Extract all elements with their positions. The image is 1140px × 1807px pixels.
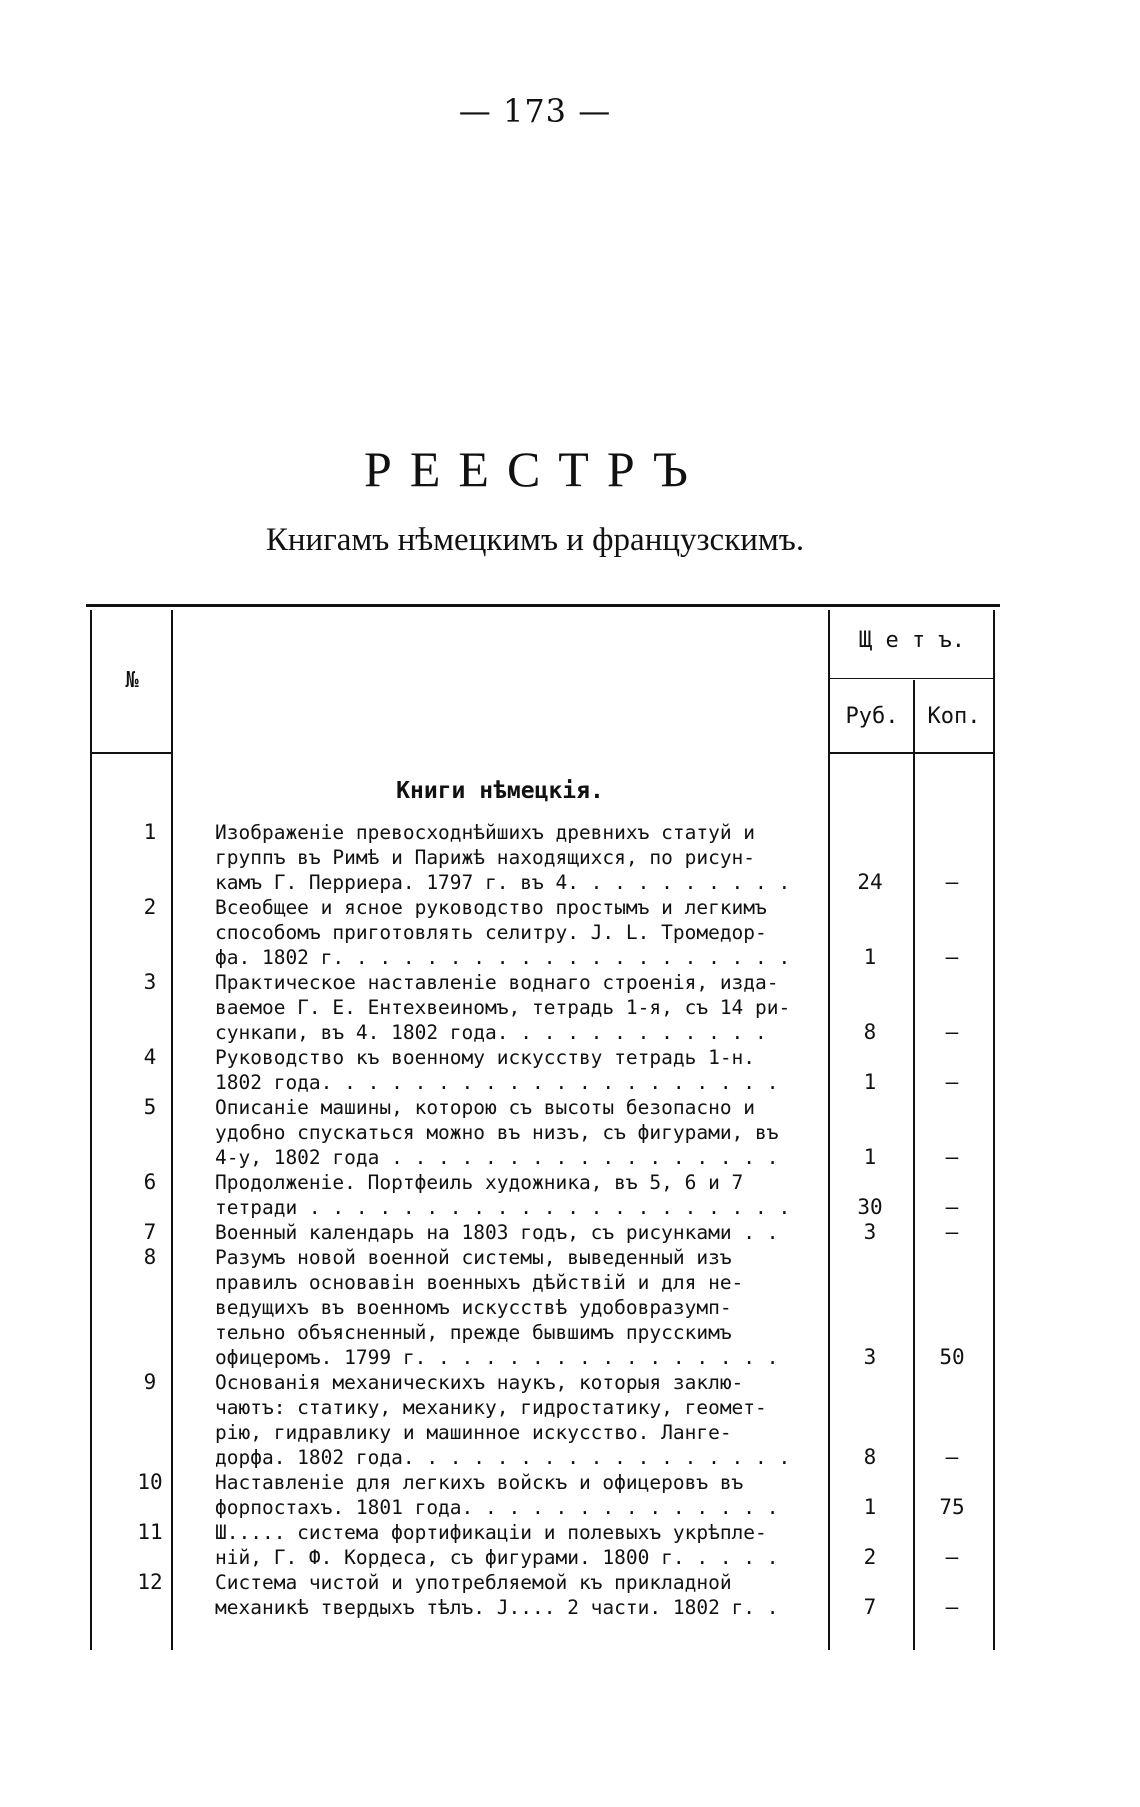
entry-price-kop: — bbox=[945, 1595, 959, 1619]
table-row bbox=[0, 1045, 1140, 1095]
entry-price-kop: — bbox=[945, 870, 959, 894]
price-subheader-rule bbox=[829, 752, 994, 754]
entry-description-line: ваемое Г. Е. Ентехвеиномъ, тетрадь 1-я, съ 14 ри- bbox=[215, 996, 791, 1019]
entry-description-line: механикѣ твердыхъ тѣлъ. J.... 2 части. 1802 г. . bbox=[215, 1596, 779, 1619]
entry-price-rub: 7 bbox=[863, 1595, 877, 1619]
entry-price-rub: 30 bbox=[857, 1195, 883, 1219]
table-row bbox=[0, 1570, 1140, 1620]
table-row bbox=[0, 1220, 1140, 1245]
entry-price-kop: 75 bbox=[939, 1495, 965, 1519]
entry-number: 2 bbox=[143, 895, 157, 919]
entry-price-rub: 8 bbox=[863, 1445, 877, 1469]
entry-description bbox=[215, 895, 827, 970]
table-row bbox=[0, 1520, 1140, 1570]
page-title: РЕЕСТРЪ bbox=[364, 441, 706, 497]
entry-description bbox=[215, 1245, 827, 1370]
entry-price-kop: 50 bbox=[939, 1345, 965, 1369]
kop-column-header: Коп. bbox=[927, 704, 981, 729]
entry-description-line: тельно объясненный, прежде бывшимъ прусскимъ bbox=[215, 1321, 732, 1344]
table-top-rule bbox=[86, 604, 1000, 607]
entry-description bbox=[215, 1470, 827, 1520]
number-header-rule bbox=[90, 752, 172, 754]
rub-column-header: Руб. bbox=[845, 704, 899, 729]
entry-price-rub: 3 bbox=[863, 1220, 877, 1244]
entry-number: 11 bbox=[137, 1520, 163, 1544]
table-row bbox=[0, 1170, 1140, 1220]
entry-description-line: камъ Г. Перриера. 1797 г. въ 4. . . . . . . . . . bbox=[215, 871, 791, 894]
entry-number: 5 bbox=[143, 1095, 157, 1119]
entry-price-kop: — bbox=[945, 945, 959, 969]
entry-description bbox=[215, 1370, 827, 1470]
entry-description-line: удобно спускаться можно въ низъ, съ фигурами, въ bbox=[215, 1121, 779, 1144]
entry-description-line: способомъ приготовлять селитру. J. L. Тромедор- bbox=[215, 921, 767, 944]
price-column-header: Щ е т ъ. bbox=[859, 628, 965, 653]
page-number: — 173 — bbox=[458, 92, 612, 130]
entry-price-rub: 2 bbox=[863, 1545, 877, 1569]
section-heading: Книги нѣмецкія. bbox=[396, 778, 604, 804]
entry-description bbox=[215, 1095, 827, 1170]
entry-description-line: Продолженіе. Портфеиль художника, въ 5, 6 и 7 bbox=[215, 1171, 744, 1194]
table-row bbox=[0, 1095, 1140, 1170]
entry-number: 10 bbox=[137, 1470, 163, 1494]
entry-description-line: Руководство къ военному искусству тетрадь 1-н. bbox=[215, 1046, 756, 1069]
price-header-rule bbox=[829, 678, 994, 679]
entry-description-line: Изображеніе превосходнѣйшихъ древнихъ статуй и bbox=[215, 821, 756, 844]
entry-price-rub: 1 bbox=[863, 945, 877, 969]
entry-description bbox=[215, 970, 827, 1045]
entry-number: 1 bbox=[143, 820, 157, 844]
entry-number: 6 bbox=[143, 1170, 157, 1194]
entry-description bbox=[215, 1520, 827, 1570]
entry-price-kop: — bbox=[945, 1195, 959, 1219]
table-row bbox=[0, 895, 1140, 970]
entry-description-line: тетради . . . . . . . . . . . . . . . . . . . . . bbox=[215, 1196, 791, 1219]
entry-price-kop: — bbox=[945, 1445, 959, 1469]
entry-description-line: Наставленіе для легкихъ войскъ и офицеровъ въ bbox=[215, 1471, 744, 1494]
entry-description-line: Система чистой и употребляемой къ прикладной bbox=[215, 1571, 732, 1594]
entry-description-line: 1802 года. . . . . . . . . . . . . . . . . . . . bbox=[215, 1071, 779, 1094]
entry-description bbox=[215, 1220, 827, 1245]
entry-number: 9 bbox=[143, 1370, 157, 1394]
table-row bbox=[0, 1245, 1140, 1370]
entry-description bbox=[215, 1170, 827, 1220]
entry-description-line: Всеобщее и ясное руководство простымъ и легкимъ bbox=[215, 896, 767, 919]
table-row bbox=[0, 1470, 1140, 1520]
entry-description-line: группъ въ Римѣ и Парижѣ находящихся, по рисун- bbox=[215, 846, 756, 869]
entry-description-line: Разумъ новой военной системы, выведенный изъ bbox=[215, 1246, 732, 1269]
entry-description-line: Ш..... система фортификаціи и полевыхъ укрѣпле- bbox=[215, 1521, 767, 1544]
entry-price-rub: 24 bbox=[857, 870, 883, 894]
entry-number: 12 bbox=[137, 1570, 163, 1594]
entry-description bbox=[215, 820, 827, 895]
entry-description-line: ведущихъ въ военномъ искусствѣ удобовразумп- bbox=[215, 1296, 732, 1319]
entry-description bbox=[215, 1045, 827, 1095]
entry-number: 3 bbox=[143, 970, 157, 994]
entry-description-line: сункапи, въ 4. 1802 года. . . . . . . . . . . . bbox=[215, 1021, 767, 1044]
entry-price-rub: 1 bbox=[863, 1145, 877, 1169]
entry-description-line: форпостахъ. 1801 года. . . . . . . . . . . . . . bbox=[215, 1496, 779, 1519]
entry-description-line: чаютъ: статику, механику, гидростатику, геомет- bbox=[215, 1396, 767, 1419]
entry-description-line: рію, гидравлику и машинное искусство. Ланге- bbox=[215, 1421, 732, 1444]
entry-description-line: офицеромъ. 1799 г. . . . . . . . . . . . . . . . bbox=[215, 1346, 779, 1369]
table-row bbox=[0, 970, 1140, 1045]
entry-number: 7 bbox=[143, 1220, 157, 1244]
table-row bbox=[0, 1370, 1140, 1470]
entry-price-rub: 1 bbox=[863, 1495, 877, 1519]
entry-description-line: дорфа. 1802 года. . . . . . . . . . . . . . . . . bbox=[215, 1446, 791, 1469]
entry-number: 8 bbox=[143, 1245, 157, 1269]
entry-description-line: правилъ основавiн военныхъ дѣйствій и для не- bbox=[215, 1271, 744, 1294]
entry-description-line: Практическое наставленіе воднаго строенія, изда- bbox=[215, 971, 779, 994]
entry-price-kop: — bbox=[945, 1145, 959, 1169]
entry-description-line: 4-у, 1802 года . . . . . . . . . . . . . . . . . bbox=[215, 1146, 779, 1169]
entry-description-line: ній, Г. Ф. Кордеса, съ фигурами. 1800 г. . . . . bbox=[215, 1546, 779, 1569]
entry-price-kop: — bbox=[945, 1220, 959, 1244]
number-column-header: № bbox=[125, 668, 139, 693]
entry-description-line: Описаніе машины, которою съ высоты безопасно и bbox=[215, 1096, 756, 1119]
entry-description-line: Военный календарь на 1803 годъ, съ рисунками . . bbox=[215, 1221, 779, 1244]
entry-price-kop: — bbox=[945, 1070, 959, 1094]
entry-number: 4 bbox=[143, 1045, 157, 1069]
entry-description bbox=[215, 1570, 827, 1620]
entry-description-line: фа. 1802 г. . . . . . . . . . . . . . . . . . . . bbox=[215, 946, 791, 969]
entry-price-kop: — bbox=[945, 1020, 959, 1044]
entry-price-rub: 3 bbox=[863, 1345, 877, 1369]
page-subtitle: Книгамъ нѣмецкимъ и французскимъ. bbox=[265, 522, 805, 558]
entry-price-rub: 8 bbox=[863, 1020, 877, 1044]
entry-price-kop: — bbox=[945, 1545, 959, 1569]
entry-price-rub: 1 bbox=[863, 1070, 877, 1094]
entry-description-line: Основанія механическихъ наукъ, которыя заклю- bbox=[215, 1371, 744, 1394]
table-row bbox=[0, 820, 1140, 895]
